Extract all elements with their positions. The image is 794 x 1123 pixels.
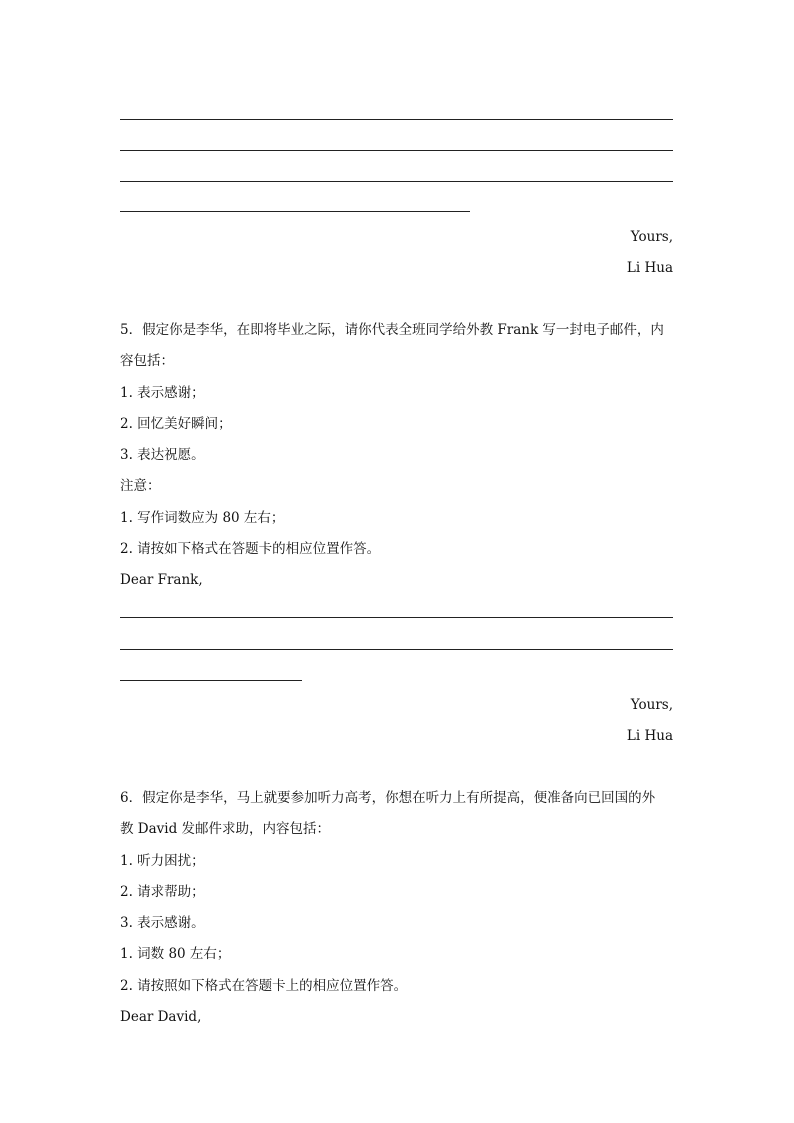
question-5-line-1: 5．假定你是李华，在即将毕业之际，请你代表全班同学给外教 Frank 写一封电子邮件，内	[120, 322, 664, 338]
list-item: 1. 听力困扰；	[120, 853, 205, 869]
closing-yours: Yours,	[630, 229, 673, 245]
signature-li-hua: Li Hua	[626, 260, 673, 276]
answer-line-short	[120, 680, 302, 681]
list-item: 2. 请求帮助；	[120, 884, 205, 900]
closing-yours: Yours,	[630, 697, 673, 713]
salutation-dear-david: Dear David,	[120, 1009, 202, 1025]
answer-line-short	[120, 211, 470, 212]
list-item: 2. 回忆美好瞬间；	[120, 416, 232, 432]
answer-line	[120, 617, 673, 618]
note-item: 2. 请按照如下格式在答题卡上的相应位置作答。	[120, 978, 408, 994]
question-5-line-2: 容包括：	[120, 353, 174, 369]
salutation-dear-frank: Dear Frank,	[120, 572, 203, 588]
answer-line	[120, 150, 673, 151]
list-item: 1. 表示感谢；	[120, 385, 205, 401]
list-item: 3. 表示感谢。	[120, 915, 205, 931]
list-item: 3. 表达祝愿。	[120, 447, 205, 463]
question-6-line-1: 6．假定你是李华，马上就要参加听力高考，你想在听力上有所提高，便准备向已回国的外	[120, 790, 656, 806]
answer-line	[120, 119, 673, 120]
note-label: 注意：	[120, 478, 161, 494]
signature-li-hua: Li Hua	[626, 728, 673, 744]
note-item: 1. 词数 80 左右；	[120, 946, 231, 962]
answer-line	[120, 649, 673, 650]
note-item: 2. 请按如下格式在答题卡的相应位置作答。	[120, 541, 381, 557]
note-item: 1. 写作词数应为 80 左右；	[120, 510, 285, 526]
question-6-line-2: 教 David 发邮件求助，内容包括：	[120, 821, 331, 837]
answer-line	[120, 181, 673, 182]
